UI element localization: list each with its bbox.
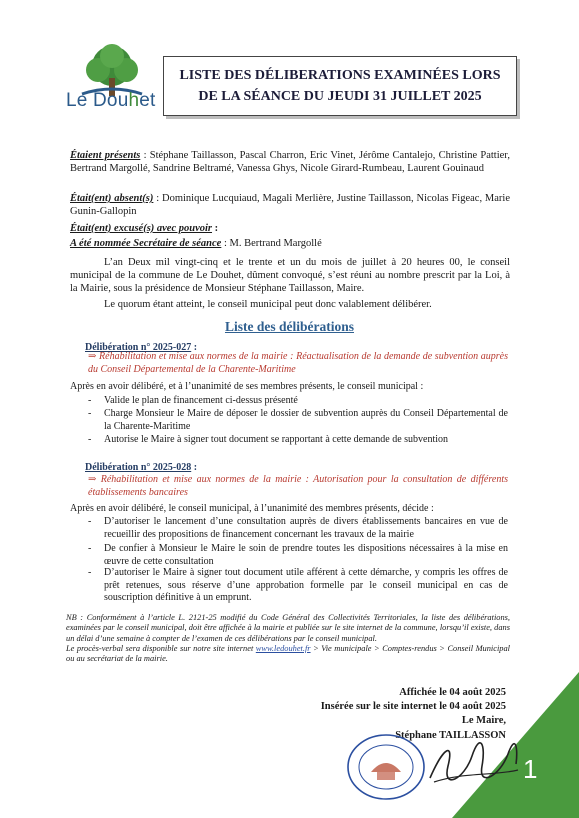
legal-note [66, 613, 510, 664]
deliberation-heading: Délibération n° 2025-028 : [85, 462, 198, 473]
intro-paragraph-1: L’an Deux mil vingt-cinq et le trente et un du mois de juillet à 20 heures 00, le conseil municipal de la commune de Le Douhet, dûment convoqué, s’est réuni au nombre prescrit par la Loi, à la Mairie, sous la présidence de Monsieur Stéphane Taillasson, Maire. [70, 257, 510, 295]
deliberation-subject: ⇒ Réhabilitation et mise aux normes de la mairie : Réactualisation de la demande de subvention auprès du Conseil Départemental de la Charente-Maritime [88, 351, 508, 375]
list-item: - Autorise le Maire à signer tout document se rapportant à cette demande de subvention [88, 434, 449, 445]
posted-date: Affichée le 04 août 2025 [399, 687, 506, 698]
deliberation-preamble: Après en avoir délibéré, et à l’unanimité de ses membres présents, le conseil municipal : [70, 381, 424, 392]
section-title: Liste des délibérations [224, 319, 354, 334]
deliberation-subject: ⇒ Réhabilitation et mise aux normes de la mairie : Autorisation pour la consultation de différents établissements bancaires [88, 474, 508, 498]
legal-note-text: NB : Conformément à l’article L. 2121-25 modifié du Code Général des Collectivités Territoriales, la liste des délibérations, examinées par le conseil municipal, doit être affichée à la mairie et publiée sur le site internet de la commune, lorsqu’il existe, dans un délai d’une semaine à compter de l’examen de ces délibérations par le conseil municipal. [66, 613, 510, 643]
deliberation-preamble: Après en avoir délibéré, le conseil municipal, à l’unanimité des membres présents, décide : [70, 503, 434, 514]
online-date: Insérée sur le site internet le 04 août 2025 [320, 701, 506, 713]
mayor-role: Le Maire, [461, 715, 506, 727]
handwritten-signature [424, 736, 522, 786]
title-line-2: DE LA SÉANCE DU JEUDI 31 JUILLET 2025 [198, 89, 482, 104]
title-line-1: LISTE DES DÉLIBERATIONS EXAMINÉES LORS [179, 68, 501, 83]
secretary-paragraph: A été nommée Secrétaire de séance : M. Bertrand Margollé [70, 238, 322, 249]
document-title-box [163, 56, 517, 116]
publication-note: Le procès-verbal sera disponible sur notre site internet www.ledouhet.fr > Vie municipale > Comptes-rendus > Conseil Municipal ou au secrétariat de la mairie. [66, 643, 510, 664]
logo-text: Le Douhet [66, 90, 156, 111]
intro-paragraph-2: Le quorum étant atteint, le conseil municipal peut donc valablement délibérer. [104, 299, 432, 310]
mairie-stamp [345, 732, 427, 802]
mayor-name: Stéphane TAILLASSON [395, 729, 506, 741]
list-item: - Charge Monsieur le Maire de déposer le dossier de subvention auprès du Conseil Départemental de la Charente-Maritime [88, 408, 508, 432]
list-item: - Valide le plan de financement ci-dessus présenté [88, 395, 298, 406]
present-paragraph: Étaient présents : Stéphane Taillasson, Pascal Charron, Eric Vinet, Jérôme Cantalejo, Christine Pattier, Bertrand Margollé, Sandrine Beltramé, Vanessa Ghys, Nicole Girard-Rumbeau, Laurent Gouinaud [70, 150, 511, 175]
list-item: - D’autoriser le Maire à signer tout document utile afférent à cette démarche, y compris les offres de prêt retenues, sous réserve d’une approbation formelle par le conseil municipal en cas de souscription définitive à un emprunt. [88, 567, 508, 604]
deliberation-heading: Délibération n° 2025-027 : [85, 342, 198, 353]
page-number: 1 [523, 754, 538, 784]
list-item: - De confier à Monsieur le Maire le soin de prendre toutes les dispositions nécessaires à la mise en œuvre de cette consultation [88, 543, 508, 567]
website-link[interactable]: www.ledouhet.fr [255, 643, 311, 653]
list-item: - D’autoriser le lancement d’une consultation auprès de divers établissements bancaires en vue de recueillir des propositions de financement concernant les travaux de la mairie [88, 516, 508, 540]
excused-paragraph: Était(ent) excusé(s) avec pouvoir : [70, 223, 219, 234]
absent-paragraph: Était(ent) absent(s) : Dominique Lucquiaud, Magali Merlière, Justine Taillasson, Nicolas Figeac, Marie Gunin-Gallopin [70, 193, 510, 218]
